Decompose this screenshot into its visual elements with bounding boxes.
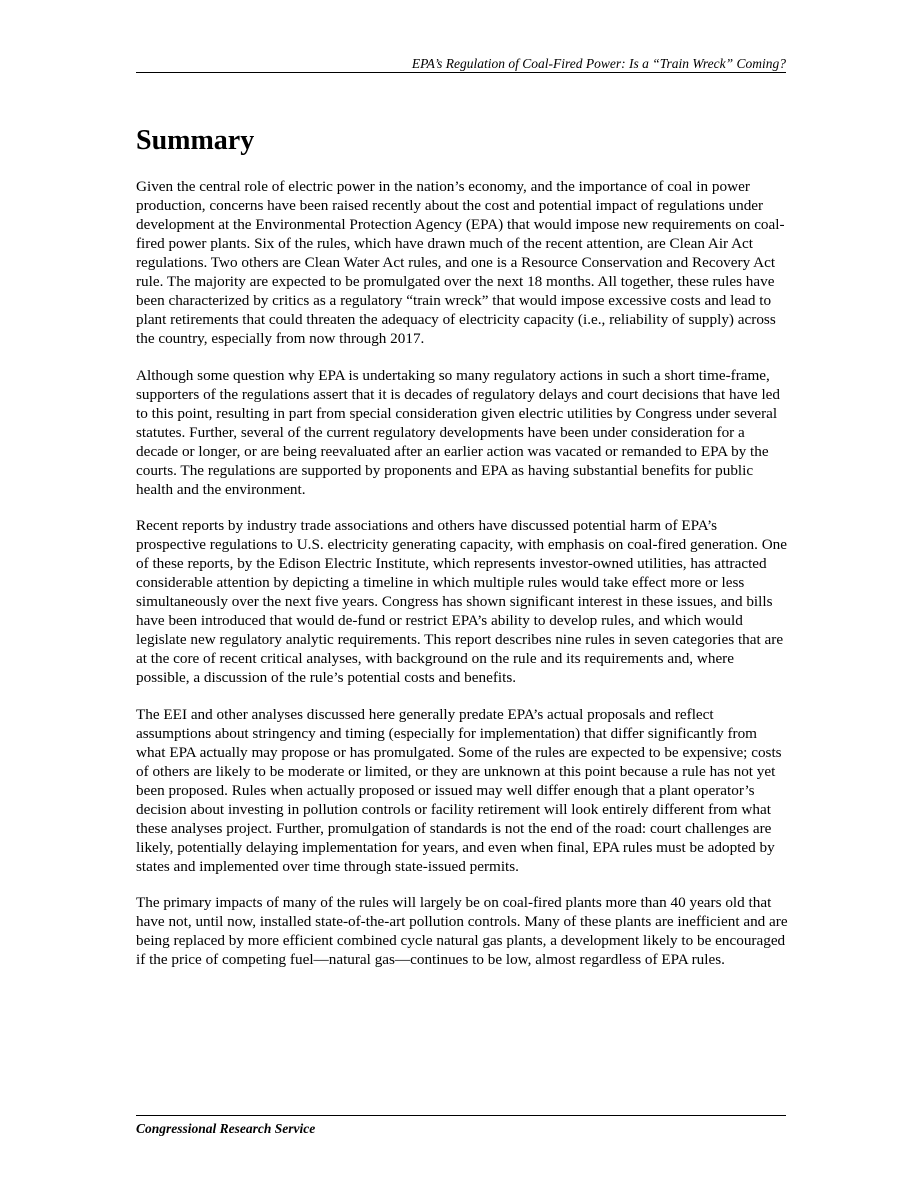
paragraph: Given the central role of electric power in the nation’s economy, and the importance of coal in power production, concerns have been raised recently about the cost and potential impact of regulations under development at the Environmental Protection Agency (EPA) that would impose new requirements on coal-fired power plants. Six of the rules, which have drawn much of the recent attention, are Clean Air Act regulations. Two others are Clean Water Act rules, and one is a Resource Conservation and Recovery Act rule. The majority are expected to be promulgated over the next 18 months. All together, these rules have been characterized by critics as a regulatory “train wreck” that would impose excessive costs and lead to plant retirements that could threaten the adequacy of electricity capacity (i.e., reliability of supply) across the country, especially from now through 2017.	[136, 178, 785, 347]
summary-body	[136, 177, 788, 987]
page-title: Summary	[136, 125, 255, 156]
running-header-title: EPA’s Regulation of Coal-Fired Power: Is a “Train Wreck” Coming?	[411, 56, 786, 71]
footer-publisher: Congressional Research Service	[136, 1121, 316, 1136]
header-divider	[136, 72, 786, 73]
footer-divider	[136, 1115, 786, 1116]
paragraph: Although some question why EPA is undertaking so many regulatory actions in such a short time-frame, supporters of the regulations assert that it is decades of regulatory delays and court decisions that have led to this point, resulting in part from special consideration given electric utilities by Congress under several statutes. Further, several of the current regulatory developments have been under consideration for a decade or longer, or are being reevaluated after an earlier action was vacated or remanded to EPA by the courts. The regulations are supported by proponents and EPA as having substantial benefits for public health and the environment.	[136, 366, 781, 498]
paragraph: The EEI and other analyses discussed here generally predate EPA’s actual proposals and reflect assumptions about stringency and timing (especially for implementation) that differ significantly from what EPA actually may propose or has promulgated. Some of the rules are expected to be expensive; costs of others are likely to be moderate or limited, or they are unknown at this point because a rule has not yet been proposed. Rules when actually proposed or issued may well differ enough that a plant operator’s decision about investing in pollution controls or facility retirement will look entirely different from what these analyses project. Further, promulgation of standards is not the end of the road: court challenges are likely, potentially delaying implementation for years, and even when final, EPA rules must be adopted by states and implemented over time through state-issued permits.	[136, 705, 782, 875]
paragraph: The primary impacts of many of the rules will largely be on coal-fired plants more than 40 years old that have not, until now, installed state-of-the-art pollution controls. Many of these plants are inefficient and are being replaced by more efficient combined cycle natural gas plants, a development likely to be encouraged if the price of competing fuel—natural gas—continues to be low, almost regardless of EPA rules.	[136, 894, 788, 969]
paragraph: Recent reports by industry trade associations and others have discussed potential harm of EPA’s prospective regulations to U.S. electricity generating capacity, with emphasis on coal-fired generation. One of these reports, by the Edison Electric Institute, which represents investor-owned utilities, has attracted considerable attention by depicting a timeline in which multiple rules would take effect more or less simultaneously over the next five years. Congress has shown significant interest in these issues, and bills have been introduced that would de-fund or restrict EPA’s ability to develop rules, and which would legislate new regulatory analytic requirements. This report describes nine rules in seven categories that are at the core of recent critical analyses, with background on the rule and its requirements and, where possible, a discussion of the rule’s potential costs and benefits.	[136, 517, 788, 687]
